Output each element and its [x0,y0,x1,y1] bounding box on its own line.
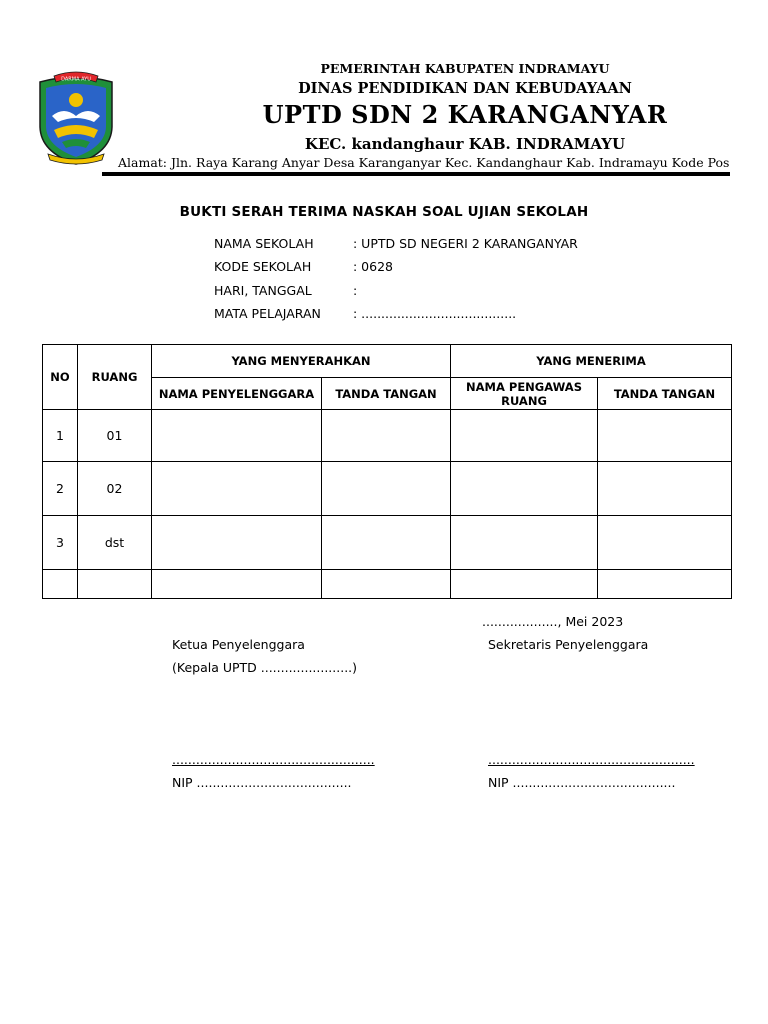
cell-tanda-tangan-penerima[interactable] [598,410,732,462]
cell-nama-penyelenggara[interactable] [152,462,322,516]
cell-tanda-tangan-penyerah[interactable] [322,516,451,570]
logo-ribbon-text: DARMA AYU [61,76,91,83]
info-label-mata-pelajaran: MATA PELAJARAN [214,306,321,321]
header-nama-pengawas-ruang: NAMA PENGAWAS RUANG [451,378,598,410]
cell-no [43,570,78,599]
info-label-hari-tanggal: HARI, TANGGAL [214,283,312,298]
department-line: DINAS PENDIDIKAN DAN KEBUDAYAAN [298,80,632,97]
header-tanda-tangan-penyerah: TANDA TANGAN [322,378,451,410]
cell-tanda-tangan-penyerah[interactable] [322,570,451,599]
left-signatory-nip: NIP ....................................... [172,775,352,790]
cell-nama-penyelenggara[interactable] [152,516,322,570]
signature-date-line: ..................., Mei 2023 [482,614,624,629]
school-title: UPTD SDN 2 KARANGANYAR [262,100,668,129]
cell-ruang: 01 [78,410,152,462]
info-label-kode-sekolah: KODE SEKOLAH [214,259,312,274]
info-label-nama-sekolah: NAMA SEKOLAH [214,236,314,251]
header-yang-menerima: YANG MENERIMA [451,345,732,378]
right-signatory-title: Sekretaris Penyelenggara [488,637,649,652]
district-line: KEC. kandanghaur KAB. INDRAMAYU [304,135,626,153]
table-row [43,516,732,570]
cell-tanda-tangan-penyerah[interactable] [322,410,451,462]
letterhead-divider [102,172,730,176]
government-line: PEMERINTAH KABUPATEN INDRAMAYU [320,61,610,76]
info-value-kode-sekolah: : 0628 [353,259,393,274]
header-tanda-tangan-penerima: TANDA TANGAN [598,378,732,410]
header-nama-penyelenggara: NAMA PENYELENGGARA [152,378,322,410]
cell-no: 1 [43,410,78,462]
info-value-hari-tanggal: : [353,283,358,298]
cell-nama-pengawas[interactable] [451,516,598,570]
address-line: Alamat: Jln. Raya Karang Anyar Desa Karanganyar Kec. Kandanghaur Kab. Indramayu Kode Pos [118,155,730,170]
right-signatory-name-line: .................................................... [488,752,695,767]
cell-nama-pengawas[interactable] [451,462,598,516]
info-value-nama-sekolah: : UPTD SD NEGERI 2 KARANGANYAR [353,236,578,251]
table-row [43,462,732,516]
table-row [43,410,732,462]
left-signatory-name-line: ................................................... [172,752,375,767]
right-signatory-nip: NIP ......................................... [488,775,676,790]
header-yang-menyerahkan: YANG MENYERAHKAN [152,345,451,378]
header-ruang: RUANG [78,345,152,410]
left-signatory-title: Ketua Penyelenggara [172,637,305,652]
cell-tanda-tangan-penerima[interactable] [598,516,732,570]
cell-nama-penyelenggara[interactable] [152,410,322,462]
cell-nama-pengawas[interactable] [451,410,598,462]
info-value-mata-pelajaran: : ....................................... [353,306,517,321]
cell-ruang: 02 [78,462,152,516]
cell-tanda-tangan-penyerah[interactable] [322,462,451,516]
handover-table [42,344,732,599]
table-row [43,570,732,599]
cell-nama-pengawas[interactable] [451,570,598,599]
document-title: BUKTI SERAH TERIMA NASKAH SOAL UJIAN SEKOLAH [179,204,589,220]
cell-tanda-tangan-penerima[interactable] [598,462,732,516]
left-signatory-subtitle: (Kepala UPTD .......................) [172,660,358,675]
cell-tanda-tangan-penerima[interactable] [598,570,732,599]
cell-ruang: dst [78,516,152,570]
cell-ruang [78,570,152,599]
header-no: NO [43,345,78,410]
cell-no: 3 [43,516,78,570]
cell-no: 2 [43,462,78,516]
cell-nama-penyelenggara[interactable] [152,570,322,599]
